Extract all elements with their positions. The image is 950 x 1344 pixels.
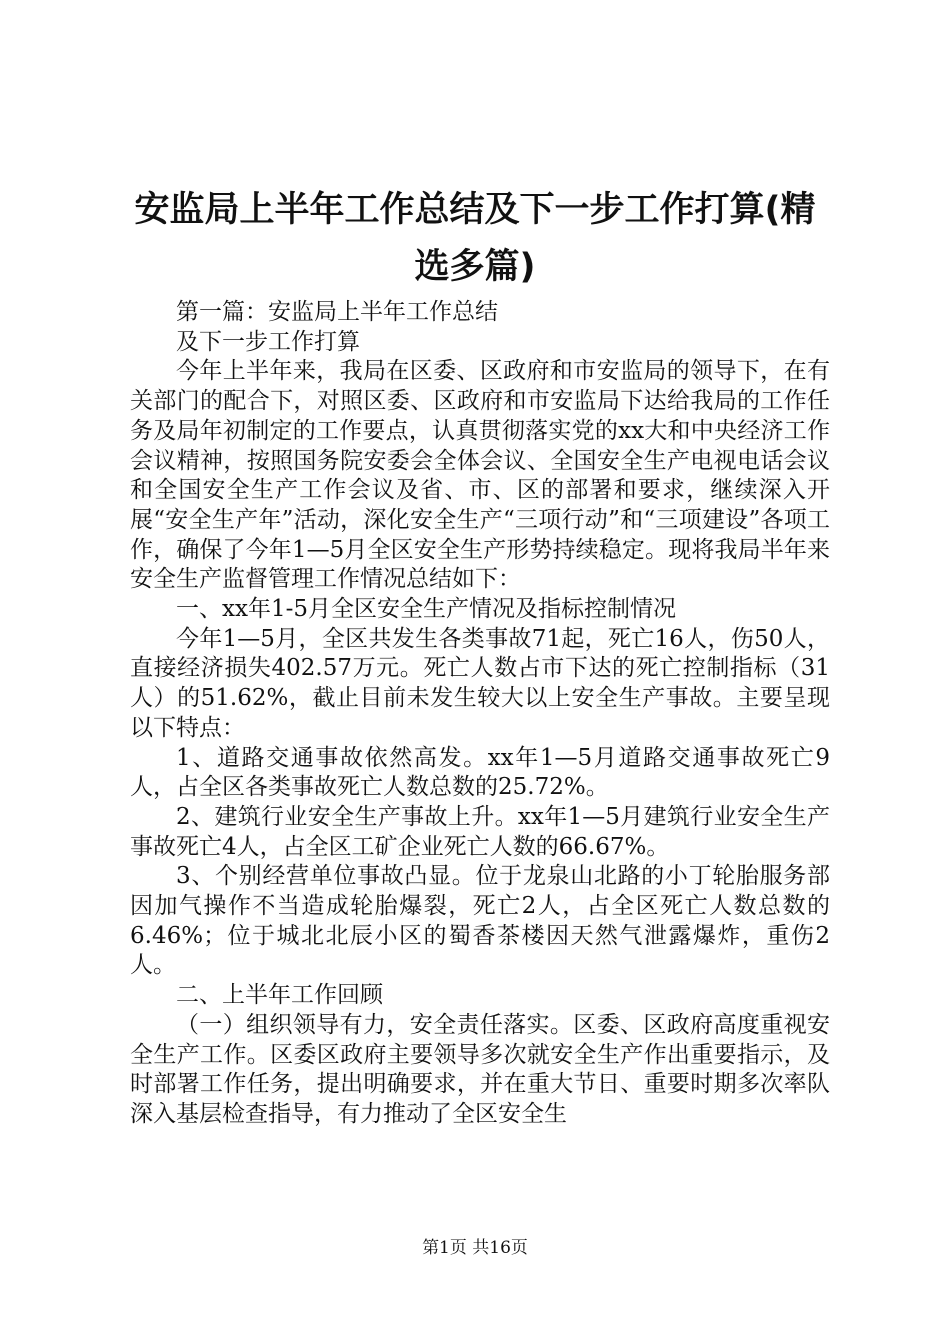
list-item: 1、道路交通事故依然高发。xx年1—5月道路交通事故死亡9人，占全区各类事故死亡人数总数的25.72%。 — [130, 744, 830, 801]
list-item: 3、个别经营单位事故凸显。位于龙泉山北路的小丁轮胎服务部因加气操作不当造成轮胎爆裂，死亡2人，占全区死亡人数总数的6.46%；位于城北北辰小区的蜀香茶楼因天然气泄露爆炸，重伤2人。 — [130, 863, 830, 979]
document-body — [130, 298, 830, 1130]
document-title — [100, 182, 850, 296]
list-item: 2、建筑行业安全生产事故上升。xx年1—5月建筑行业安全生产事故死亡4人，占全区工矿企业死亡人数的66.67%。 — [130, 803, 830, 860]
subsection-heading: 一、xx年1-5月全区安全生产情况及指标控制情况 — [176, 596, 676, 623]
subsection-heading: 二、上半年工作回顾 — [176, 982, 383, 1009]
body-paragraph: 今年上半年来，我局在区委、区政府和市安监局的领导下，在有关部门的配合下，对照区委、区政府和市安监局下达给我局的工作任务及局年初制定的工作要点，认真贯彻落实党的xx大和中央经济工作会议精神，按照国务院安委会全体会议、全国安全生产电视电话会议和全国安全生产工作会议及省、市、区的部署和要求，继续深入开展“安全生产年”活动，深化安全生产“三项行动”和“三项建设”各项工作，确保了今年1—5月全区安全生产形势持续稳定。现将我局半年来安全生产监督管理工作情况总结如下： — [130, 358, 830, 593]
page-number: 第1页 共16页 — [422, 1238, 528, 1258]
section-heading-continued: 及下一步工作打算 — [176, 328, 360, 355]
document-title-line-2: 选多篇) — [414, 247, 536, 287]
document-title-line-1: 安监局上半年工作总结及下一步工作打算(精 — [134, 190, 816, 230]
body-paragraph: 今年1—5月，全区共发生各类事故71起，死亡16人，伤50人，直接经济损失402.57万元。死亡人数占市下达的死亡控制指标（31人）的51.62%，截止目前未发生较大以上安全生产事故。主要呈现以下特点： — [130, 625, 830, 741]
body-paragraph: （一）组织领导有力，安全责任落实。区委、区政府高度重视安全生产工作。区委区政府主要领导多次就安全生产作出重要指示，及时部署工作任务，提出明确要求，并在重大节日、重要时期多次率队深入基层检查指导，有力推动了全区安全生 — [130, 1011, 830, 1127]
section-heading: 第一篇：安监局上半年工作总结 — [176, 299, 498, 325]
